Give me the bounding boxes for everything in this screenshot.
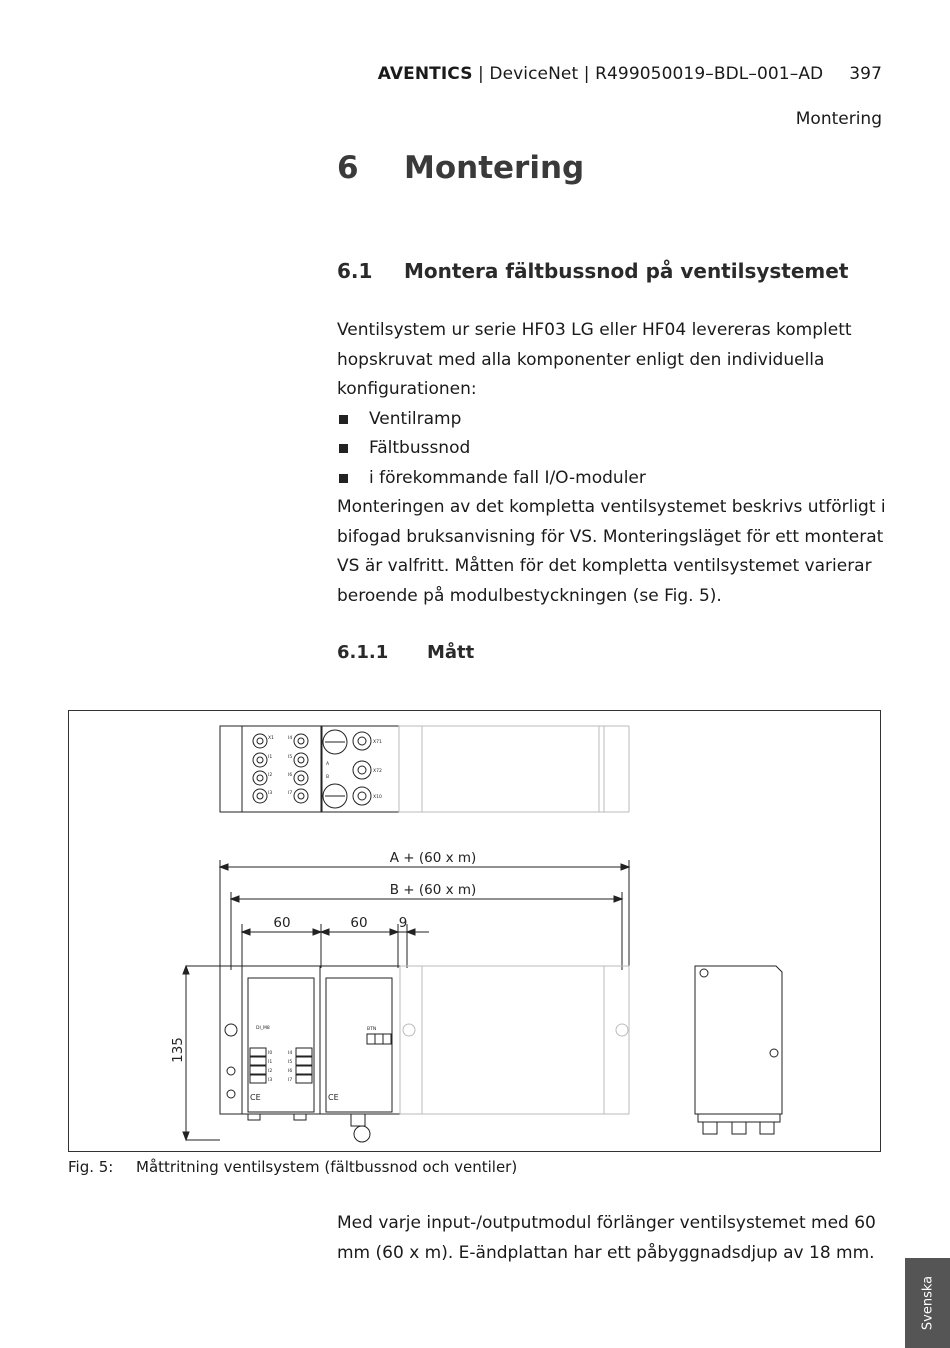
page-number: 397 xyxy=(849,64,882,84)
dimension-a-label: A + (60 x m) xyxy=(389,850,477,866)
subsection-heading xyxy=(337,642,474,663)
port-label: I4 xyxy=(288,736,293,741)
io-label: I3 xyxy=(268,1078,273,1083)
port-label: I1 xyxy=(268,755,273,760)
figure-caption xyxy=(68,1158,517,1176)
document-id: | DeviceNet | R499050019–BDL–001–AD xyxy=(472,64,824,84)
io-label: I4 xyxy=(288,1051,293,1056)
chapter-number: 6 xyxy=(337,150,359,186)
chapter-title: Montering xyxy=(404,150,585,186)
io-label: I5 xyxy=(288,1060,293,1065)
side-view xyxy=(695,966,782,1134)
chapter-heading xyxy=(337,150,584,186)
intro-paragraph: Ventilsystem ur serie HF03 LG eller HF04 levereras komplett hopskruvat med alla komponenter enligt den individuella konfigurationen: xyxy=(337,320,852,399)
ce-mark: CE xyxy=(328,1093,339,1102)
dimension-60-label: 60 xyxy=(350,915,368,931)
subsection-title: Mått xyxy=(427,642,475,663)
list-item: i förekommande fall I/O-moduler xyxy=(337,464,897,494)
port-label: X10 xyxy=(373,795,382,800)
running-section-name: Montering xyxy=(795,109,882,129)
port-label: I6 xyxy=(288,773,293,778)
list-item: Fältbussnod xyxy=(337,434,897,464)
io-label: I1 xyxy=(268,1060,273,1065)
dimension-60-label: 60 xyxy=(273,915,291,931)
closing-paragraph: Med varje input-/outputmodul förlänger ventilsystemet med 60 mm (60 x m). E-ändplattan har ett påbyggnadsdjup av 18 mm. xyxy=(337,1213,876,1263)
node-tag: BTN xyxy=(367,1027,377,1032)
body-text xyxy=(337,316,897,611)
module-label: DI_M8 xyxy=(256,1026,270,1031)
dimension-drawing xyxy=(68,710,881,1152)
port-label: I7 xyxy=(288,791,293,796)
dimension-b-label: B + (60 x m) xyxy=(389,882,477,898)
top-view xyxy=(220,726,629,812)
port-label: I5 xyxy=(288,755,293,760)
io-label: I7 xyxy=(288,1078,293,1083)
running-header xyxy=(378,64,882,84)
io-label: I2 xyxy=(268,1069,273,1074)
language-tab xyxy=(905,1258,950,1348)
section-heading xyxy=(337,259,848,283)
io-label: I6 xyxy=(288,1069,293,1074)
section-title: Montera fältbussnod på ventilsystemet xyxy=(404,259,849,283)
port-label: I2 xyxy=(268,773,273,778)
caption-text: Måttritning ventilsystem (fältbussnod och ventiler) xyxy=(136,1158,518,1176)
language-tab-label: Svenska xyxy=(920,1275,935,1331)
caption-label: Fig. 5: xyxy=(68,1158,114,1176)
section-number: 6.1 xyxy=(337,259,373,283)
brand-name: AVENTICS xyxy=(377,64,473,84)
port-label: X72 xyxy=(373,769,382,774)
closing-text xyxy=(337,1209,897,1268)
node-letter: A xyxy=(326,762,330,767)
mounting-paragraph: Monteringen av det kompletta ventilsystemet beskrivs utförligt i bifogad bruksanvisning för VS. Monteringsläget för ett monterat VS är valfritt. Måtten för det kompletta ventilsystemet varierar beroende på modulbestyckningen (se Fig. 5). xyxy=(337,497,886,606)
port-label: X71 xyxy=(373,740,382,745)
dimension-135-label: 135 xyxy=(170,1037,186,1063)
subsection-number: 6.1.1 xyxy=(337,642,389,663)
ce-mark: CE xyxy=(250,1093,261,1102)
front-view xyxy=(220,966,629,1142)
list-item: Ventilramp xyxy=(337,405,897,435)
node-letter: B xyxy=(326,775,330,780)
component-list xyxy=(337,405,897,494)
port-label: I3 xyxy=(268,791,273,796)
port-label: X1 xyxy=(268,736,274,741)
io-label: I0 xyxy=(268,1051,273,1056)
dimension-9-label: 9 xyxy=(398,915,408,931)
